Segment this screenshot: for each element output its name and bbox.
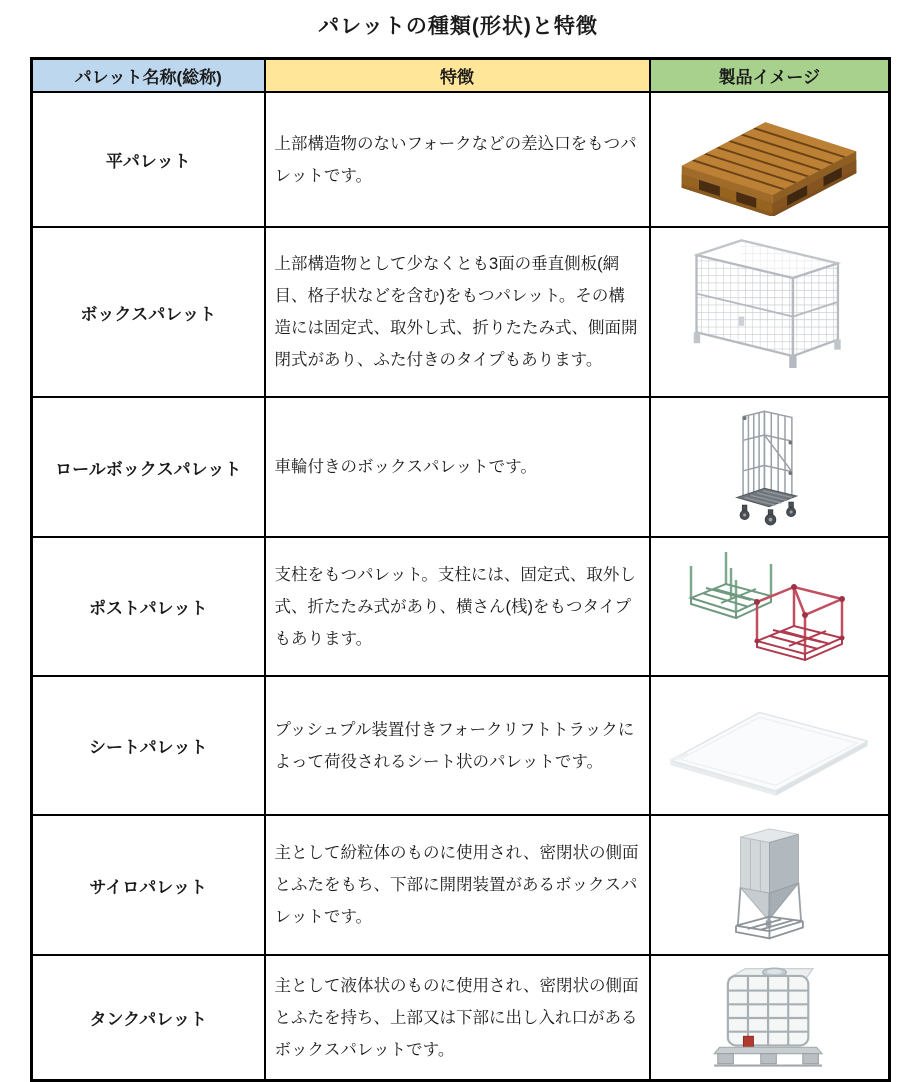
header-cell-pallet-name: パレット名称(総称) [32, 59, 265, 93]
pallet-image-cell [650, 955, 890, 1081]
header-cell-features: 特徴 [265, 59, 650, 93]
flat-pallet-image [669, 104, 869, 216]
pallet-image-cell [650, 227, 890, 397]
table-row [32, 397, 890, 537]
header-row [32, 59, 890, 93]
pallet-name: タンクパレット [32, 955, 265, 1081]
sheet-pallet-image [659, 693, 879, 798]
pallet-image-cell [650, 815, 890, 955]
table-row [32, 537, 890, 676]
pallet-description: 支柱をもつパレット。支柱には、固定式、取外し式、折たたみ式があり、横さん(桟)をもつタイプもあります。 [265, 537, 650, 676]
pallet-description: 主として液体状のものに使用され、密閉状の側面とふたを持ち、上部又は下部に出し入れ口があるボックスパレットです。 [265, 955, 650, 1081]
table-row [32, 92, 890, 227]
pallet-image-cell [650, 92, 890, 227]
pallet-name: ボックスパレット [32, 227, 265, 397]
table-row [32, 227, 890, 397]
wire-mesh-box-pallet-image [657, 238, 882, 386]
pallet-description: 上部構造物として少なくとも3面の垂直側板(網目、格子状などを含む)をもつパレット。その構造には固定式、取外し式、折りたたみ式、側面開閉式があり、ふた付きのタイプもあります。 [265, 227, 650, 397]
page-title: パレットの種類(形状)と特徴 [318, 15, 598, 38]
table-row [32, 676, 890, 815]
pallet-name: サイロパレット [32, 815, 265, 955]
table-row [32, 955, 890, 1081]
roll-box-pallet-image [719, 406, 819, 528]
pallet-types-table [30, 57, 891, 1082]
pallet-image-cell [650, 397, 890, 537]
header-cell-product-image: 製品イメージ [650, 59, 890, 93]
pallet-description: 車輪付きのボックスパレットです。 [265, 397, 650, 537]
pallet-name: シートパレット [32, 676, 265, 815]
pallet-description: 上部構造物のないフォークなどの差込口をもつパレットです。 [265, 92, 650, 227]
pallet-name: 平パレット [32, 92, 265, 227]
pallet-image-cell [650, 676, 890, 815]
pallet-image-cell [650, 537, 890, 676]
silo-pallet-image [717, 826, 821, 944]
pallet-description: 主として紛粒体のものに使用され、密閉状の側面とふたをもち、下部に開閉装置があるボックスパレットです。 [265, 815, 650, 955]
pallet-name: ポストパレット [32, 537, 265, 676]
tank-pallet-image [705, 963, 833, 1073]
post-pallets-image [679, 546, 859, 668]
table-row [32, 815, 890, 955]
pallet-description: プッシュプル装置付きフォークリフトトラックによって荷役されるシート状のパレットです。 [265, 676, 650, 815]
pallet-name: ロールボックスパレット [32, 397, 265, 537]
